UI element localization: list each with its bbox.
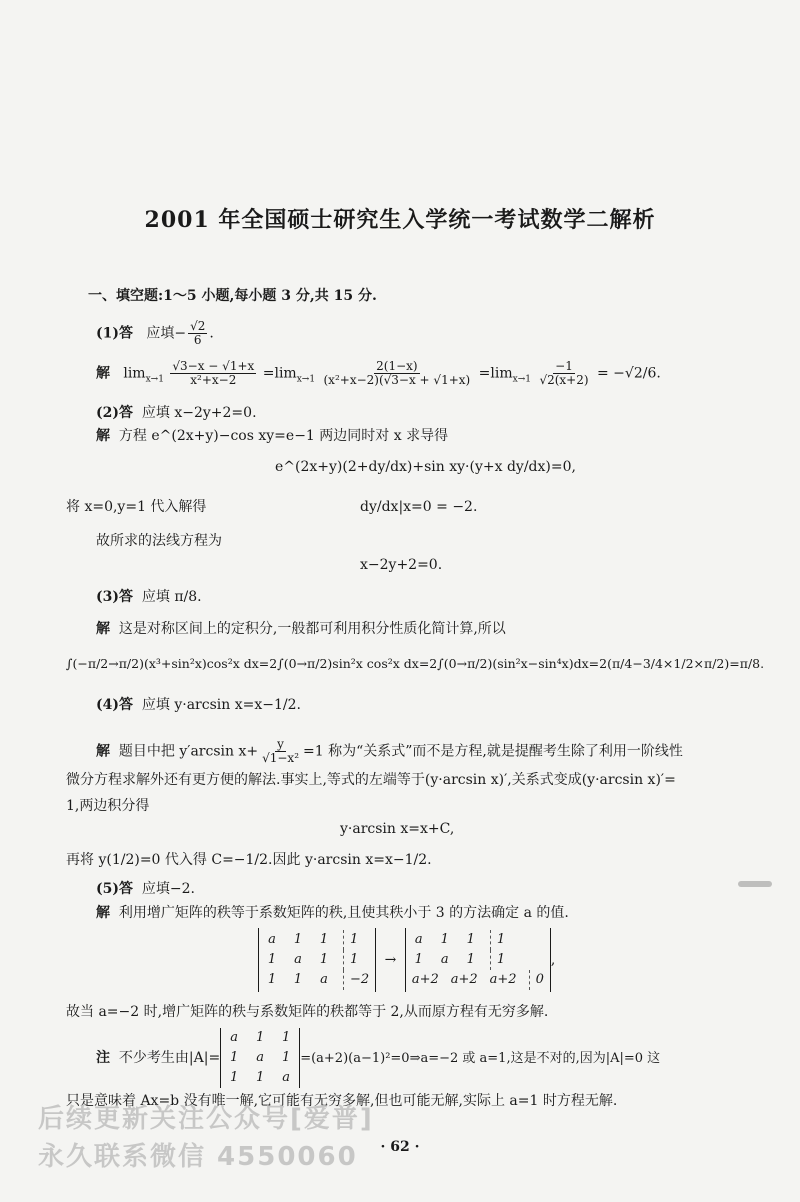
scan-smudge bbox=[738, 881, 772, 887]
q1-solution-label: 解 bbox=[96, 365, 110, 382]
q5-solution-label: 解 bbox=[96, 905, 110, 921]
q5-note-a: 不少考生由|A|= bbox=[118, 1050, 221, 1066]
q4-solution-label: 解 bbox=[96, 743, 110, 760]
det-row: a 1 1 bbox=[230, 1030, 291, 1045]
q1-step3-num: −1 bbox=[555, 359, 573, 373]
q5-line2: 故当 a=−2 时,增广矩阵的秩与系数矩阵的秩都等于 2,从而原方程有无穷多解. bbox=[66, 1004, 549, 1020]
q2-answer-text: 应填 x−2y+2=0. bbox=[141, 405, 257, 421]
arrow-icon: → bbox=[384, 952, 397, 968]
q5-matrix-left bbox=[258, 928, 376, 992]
matrix-right-row: a 1 1 1 bbox=[412, 930, 544, 950]
matrix-right-row: 1 a 1 1 bbox=[412, 950, 544, 970]
q4-frac bbox=[260, 738, 301, 765]
q2-eq3: x−2y+2=0. bbox=[360, 557, 443, 573]
q4-frac-num: y bbox=[277, 737, 284, 751]
q5-label: (5)答 bbox=[96, 881, 133, 897]
q1-step1 bbox=[170, 360, 256, 387]
q5-line1 bbox=[96, 904, 569, 922]
q3-label: (3)答 bbox=[96, 589, 133, 605]
q2-line3: 故所求的法线方程为 bbox=[96, 533, 222, 549]
q1-solution: 解 $\lim_{x\to 1}$ $\frac{√3-x - √1+x}{\text{x²+x−2}}$ $=\lim_{x\to 1}$ $\frac{2(1-x)}{\text{(x²+x−2)(√3−x + √1+x)}}$ $=\lim_{x\to 1}$ $\frac{-1}{√2(x+2)}$ = −√2/6. bbox=[96, 359, 661, 387]
q2-eq2: dy/dx|x=0 = −2. bbox=[360, 499, 478, 515]
q2-answer bbox=[96, 404, 257, 422]
q1-step2-num: 2(1−x) bbox=[376, 359, 418, 373]
q1-result: = −√2/6. bbox=[597, 365, 661, 382]
page-title: 2001 年全国硕士研究生入学统一考试数学二解析 bbox=[144, 207, 656, 233]
section-heading: 一、填空题:1～5 小题,每小题 3 分,共 15 分. bbox=[88, 288, 377, 304]
q4-line2: 微分方程求解外还有更方便的解法.事实上,等式的左端等于(y·arcsin x)′,关系式变成(y·arcsin x)′= bbox=[66, 772, 676, 788]
q1-label: (1)答 bbox=[96, 325, 133, 342]
q3-solution-label: 解 bbox=[96, 621, 110, 637]
q4-line1 bbox=[96, 738, 683, 765]
q5-note bbox=[96, 1028, 660, 1088]
page-number: · 62 · bbox=[380, 1139, 420, 1155]
q4-line4: 再将 y(1/2)=0 代入得 C=−1/2.因此 y·arcsin x=x−1/2. bbox=[66, 852, 432, 868]
q1-answer: (1)答 应填− $\frac{√2}{6}$ . bbox=[96, 319, 214, 347]
q5-note-label: 注 bbox=[96, 1050, 110, 1066]
q2-eq1: e^(2x+y)(2+dy/dx)+sin xy·(y+x dy/dx)=0, bbox=[275, 459, 576, 475]
watermark-line1: 后续更新关注公众号[爱普] bbox=[38, 1104, 374, 1134]
watermark-line2: 永久联系微信 4550060 bbox=[38, 1142, 358, 1172]
q4-frac-den: √1−x² bbox=[262, 751, 300, 765]
q1-step3 bbox=[537, 360, 590, 387]
q3-eq1: ∫(−π/2→π/2)(x³+sin²x)cos²x dx=2∫(0→π/2)sin²x cos²x dx=2∫(0→π/2)(sin²x−sin⁴x)dx=2(π/4−3/4×1/2×π/2)=π/8. bbox=[66, 656, 765, 671]
q4-line1b: =1 称为“关系式”而不是方程,就是提醒考生除了利用一阶线性 bbox=[303, 743, 683, 760]
det-row: 1 1 a bbox=[230, 1070, 291, 1085]
q4-line1a: 题目中把 y′arcsin x+ bbox=[118, 743, 259, 760]
q1-step1-num: √3−x − √1+x bbox=[172, 359, 255, 373]
q1-answer-den: 6 bbox=[193, 333, 202, 347]
q1-step3-den: √2(x+2) bbox=[539, 373, 589, 387]
q3-answer-text: 应填 π/8. bbox=[141, 589, 202, 605]
q5-line1-text: 利用增广矩阵的秩等于系数矩阵的秩,且使其秩小于 3 的方法确定 a 的值. bbox=[118, 905, 569, 921]
q3-line1 bbox=[96, 620, 506, 638]
q5-note-b: =(a+2)(a−1)²=0⇒a=−2 或 a=1,这是不对的,因为|A|=0 这 bbox=[300, 1051, 661, 1066]
q2-line1 bbox=[96, 427, 448, 445]
q4-eq1: y·arcsin x=x+C, bbox=[340, 821, 455, 837]
q4-answer bbox=[96, 696, 301, 714]
q2-label: (2)答 bbox=[96, 405, 133, 421]
q1-step2-den: (x²+x−2)(√3−x + √1+x) bbox=[323, 373, 471, 387]
q4-line3: 1,两边积分得 bbox=[66, 798, 150, 814]
q2-line2: 将 x=0,y=1 代入解得 bbox=[66, 499, 207, 515]
q1-step1-den: x²+x−2 bbox=[190, 373, 237, 387]
q2-solution-label: 解 bbox=[96, 428, 110, 444]
matrix-left-row: 1 1 a −2 bbox=[265, 970, 369, 990]
q4-answer-text: 应填 y·arcsin x=x−1/2. bbox=[141, 697, 301, 713]
q5-answer-text: 应填−2. bbox=[141, 881, 195, 897]
q5-determinant bbox=[220, 1028, 300, 1088]
matrix-left-row: 1 a 1 1 bbox=[265, 950, 369, 970]
det-row: 1 a 1 bbox=[230, 1050, 291, 1065]
q3-answer bbox=[96, 588, 202, 606]
q5-answer bbox=[96, 880, 195, 898]
q5-note-c: 只是意味着 Ax=b 没有唯一解,它可能有无穷多解,但也可能无解,实际上 a=1 时方程无解. bbox=[66, 1093, 618, 1109]
q4-label: (4)答 bbox=[96, 697, 133, 713]
q5-matrices: a 1 1 1 1 a 1 1 1 1 a −2 → a 1 1 1 1 a 1 1 a+2 a+2 a+2 0 , bbox=[258, 928, 555, 992]
q5-matrix-right bbox=[405, 928, 551, 992]
q3-line1-text: 这是对称区间上的定积分,一般都可利用积分性质化简计算,所以 bbox=[118, 621, 506, 637]
q1-answer-fraction bbox=[188, 320, 207, 347]
q1-step2 bbox=[322, 360, 473, 387]
matrix-left-row: a 1 1 1 bbox=[265, 930, 369, 950]
q1-answer-text: 应填− bbox=[146, 325, 187, 342]
q1-answer-num: √2 bbox=[190, 319, 206, 333]
q2-line1-text: 方程 e^(2x+y)−cos xy=e−1 两边同时对 x 求导得 bbox=[118, 428, 449, 444]
matrix-right-row: a+2 a+2 a+2 0 bbox=[412, 970, 544, 990]
